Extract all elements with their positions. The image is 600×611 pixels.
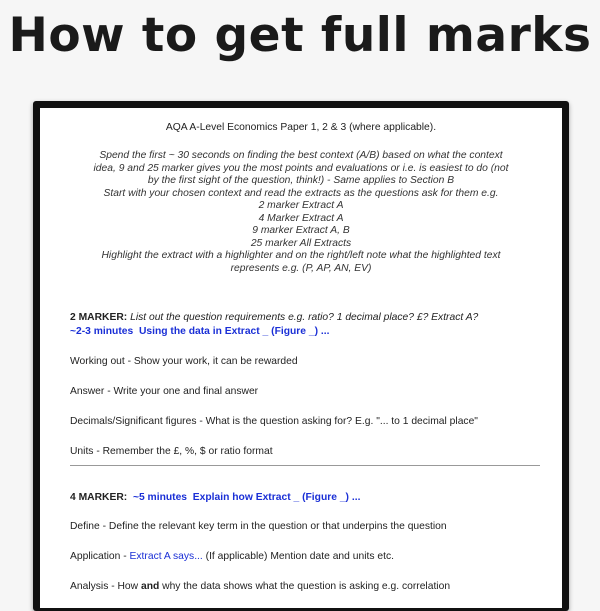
- intro-line: Highlight the extract with a highlighter and on the right/left note what the highlighted text: [101, 250, 501, 262]
- analysis-b: why the data shows what the question is asking e.g. correlation: [159, 581, 451, 592]
- title-suffix: (where applicable).: [346, 122, 437, 133]
- intro-line: 25 marker All Extracts: [250, 237, 352, 249]
- document-title: [40, 122, 562, 135]
- intro-line: Start with your chosen context and read the extracts as the questions ask for them e.g.: [103, 187, 499, 199]
- item-desc: - Remember the £, %, $ or ratio format: [93, 446, 273, 457]
- two-marker-heading: 2 MARKER:: [70, 312, 128, 323]
- two-marker-item: [70, 356, 540, 369]
- intro-line: 2 marker Extract A: [258, 200, 344, 212]
- analysis-a: - How: [108, 581, 141, 592]
- item-desc: - Show your work, it can be rewarded: [124, 356, 298, 367]
- analysis-and: and: [140, 581, 160, 592]
- four-marker-heading-line: [70, 492, 540, 505]
- item-term: Working out: [70, 356, 125, 367]
- intro-line: 9 marker Extract A, B: [252, 225, 350, 237]
- define-term: Define: [70, 521, 100, 532]
- intro-paragraph: [58, 150, 544, 275]
- document-page: [40, 108, 562, 608]
- four-marker-task: Explain how Extract _ (Figure _) ...: [192, 492, 361, 503]
- application-dash: -: [120, 551, 130, 562]
- title-main: AQA A-Level Economics Paper 1, 2 & 3: [165, 122, 347, 133]
- application-rest: (If applicable) Mention date and units etc.: [202, 551, 394, 562]
- two-marker-time: ~2-3 minutes: [70, 326, 134, 337]
- two-marker-heading-line: [70, 312, 540, 325]
- intro-line: represents e.g. (P, AP, AN, EV): [230, 262, 372, 274]
- headline: How to get full marks: [8, 8, 592, 63]
- two-marker-task: Using the data in Extract _ (Figure _) ...: [138, 326, 330, 337]
- two-marker-item: [70, 416, 540, 429]
- item-term: Units: [70, 446, 94, 457]
- intro-line: idea, 9 and 25 marker gives you the most points and evaluations or i.e. is easiest to do (not: [93, 162, 509, 174]
- four-marker-time: ~5 minutes: [132, 492, 188, 503]
- four-marker-heading: 4 MARKER:: [70, 492, 128, 503]
- two-marker-item: [70, 446, 540, 459]
- two-marker-time-line: [70, 326, 540, 339]
- intro-line: by the first sight of the question, think!) - Same applies to Section B: [147, 175, 455, 187]
- item-term: Answer: [70, 386, 105, 397]
- item-desc: - What is the question asking for? E.g. "... to 1 decimal place": [196, 416, 478, 427]
- application-term: Application: [70, 551, 121, 562]
- application-highlight: Extract A says...: [129, 551, 203, 562]
- intro-line: 4 Marker Extract A: [258, 212, 344, 224]
- define-desc: - Define the relevant key term in the question or that underpins the question: [99, 521, 447, 532]
- four-marker-application: [70, 551, 540, 564]
- two-marker-prompt: List out the question requirements e.g. ratio? 1 decimal place? £? Extract A?: [130, 312, 479, 323]
- four-marker-analysis: [70, 581, 540, 594]
- two-marker-item: [70, 386, 540, 399]
- four-marker-define: [70, 521, 540, 534]
- section-divider: [70, 465, 540, 466]
- analysis-term: Analysis: [70, 581, 109, 592]
- intro-line: Spend the first ~ 30 seconds on finding the best context (A/B) based on what the context: [99, 150, 503, 161]
- item-desc: - Write your one and final answer: [104, 386, 259, 397]
- item-term: Decimals/Significant figures: [70, 416, 197, 427]
